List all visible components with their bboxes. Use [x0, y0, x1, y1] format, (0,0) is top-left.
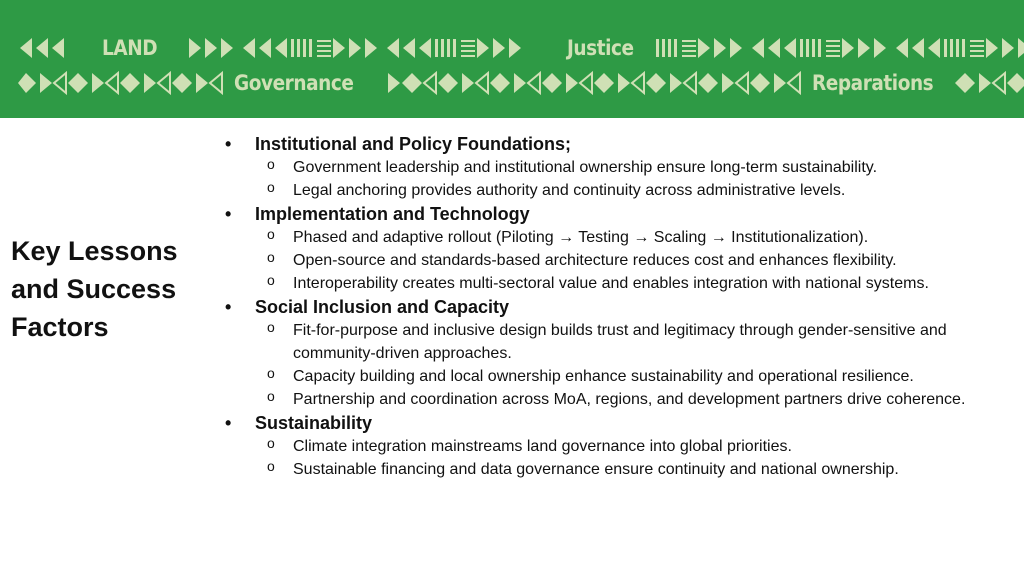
bullet-icon: • [225, 297, 232, 317]
left-arrows-icon [18, 36, 96, 60]
arrow-stripe-pattern-icon [648, 36, 1024, 60]
list-item [225, 319, 1005, 365]
section-heading [225, 295, 1005, 319]
sub-bullet-icon: o [267, 458, 275, 474]
list-item [225, 226, 1005, 249]
sub-bullet-icon: o [267, 435, 275, 451]
list-item-text: Sustainable financing and data governance ensure continuity and national ownership. [293, 461, 899, 478]
diamond-triangle-pattern-icon [955, 71, 1024, 95]
section-heading [225, 411, 1005, 435]
sub-bullet-icon: o [267, 179, 275, 195]
arrow-stripe-pattern-icon [171, 36, 561, 60]
list-item [225, 249, 1005, 272]
section-heading-text: Sustainability [255, 413, 373, 433]
list-item-text: Capacity building and local ownership enhance sustainability and operational resilience. [293, 368, 914, 385]
sub-bullet-icon: o [267, 319, 275, 335]
header-banner [0, 0, 1024, 118]
list-item [225, 388, 1005, 411]
sub-bullet-icon: o [267, 156, 275, 172]
list-item [225, 435, 1005, 458]
section-heading-text: Social Inclusion and Capacity [255, 297, 510, 317]
banner-word-governance: Governance [234, 71, 354, 95]
banner-row-bottom [18, 67, 1024, 99]
banner-row-top [18, 32, 1024, 64]
sub-bullet-icon: o [267, 365, 275, 381]
diamond-triangle-pattern-icon [18, 71, 228, 95]
section-heading [225, 202, 1005, 226]
list-item-text: Government leadership and institutional ownership ensure long-term sustainability. [293, 159, 878, 176]
list-item [225, 458, 1005, 481]
sub-bullet-icon: o [267, 388, 275, 404]
slide-title: Key Lessons and Success Factors [11, 236, 178, 342]
bullet-icon: • [225, 204, 232, 224]
bullet-icon: • [225, 413, 232, 433]
list-item-text: Fit-for-purpose and inclusive design builds trust and legitimacy through gender-sensitive and community-driven approaches. [293, 322, 947, 362]
list-item-text: Climate integration mainstreams land governance into global priorities. [293, 438, 792, 455]
list-item [225, 156, 1005, 179]
list-item-text: Legal anchoring provides authority and continuity across administrative levels. [293, 182, 846, 199]
diamond-triangle-pattern-icon [376, 71, 806, 95]
section-institutional [225, 132, 1005, 202]
bullet-icon: • [225, 134, 232, 154]
section-implementation [225, 202, 1005, 295]
section-heading-text: Institutional and Policy Foundations; [255, 134, 571, 154]
list-item [225, 272, 1005, 295]
list-item-text: Phased and adaptive rollout (Piloting → Testing → Scaling → Institutionalization). [293, 229, 869, 246]
banner-word-reparations: Reparations [811, 71, 933, 95]
list-item [225, 179, 1005, 202]
bullet-list [225, 132, 1005, 481]
banner-word-land: LAND [102, 36, 158, 60]
list-item-text: Interoperability creates multi-sectoral value and enables integration with national systems. [293, 275, 929, 292]
sub-bullet-icon: o [267, 249, 275, 265]
section-heading [225, 132, 1005, 156]
list-item-text: Open-source and standards-based architecture reduces cost and enhances flexibility. [293, 252, 897, 269]
list-item-text: Partnership and coordination across MoA, regions, and development partners drive coherence. [293, 391, 966, 408]
section-social-inclusion [225, 295, 1005, 411]
list-item [225, 365, 1005, 388]
section-sustainability [225, 411, 1005, 481]
section-heading-text: Implementation and Technology [255, 204, 530, 224]
banner-word-justice: Justice [566, 36, 634, 60]
sub-bullet-icon: o [267, 272, 275, 288]
sub-bullet-icon: o [267, 226, 275, 242]
